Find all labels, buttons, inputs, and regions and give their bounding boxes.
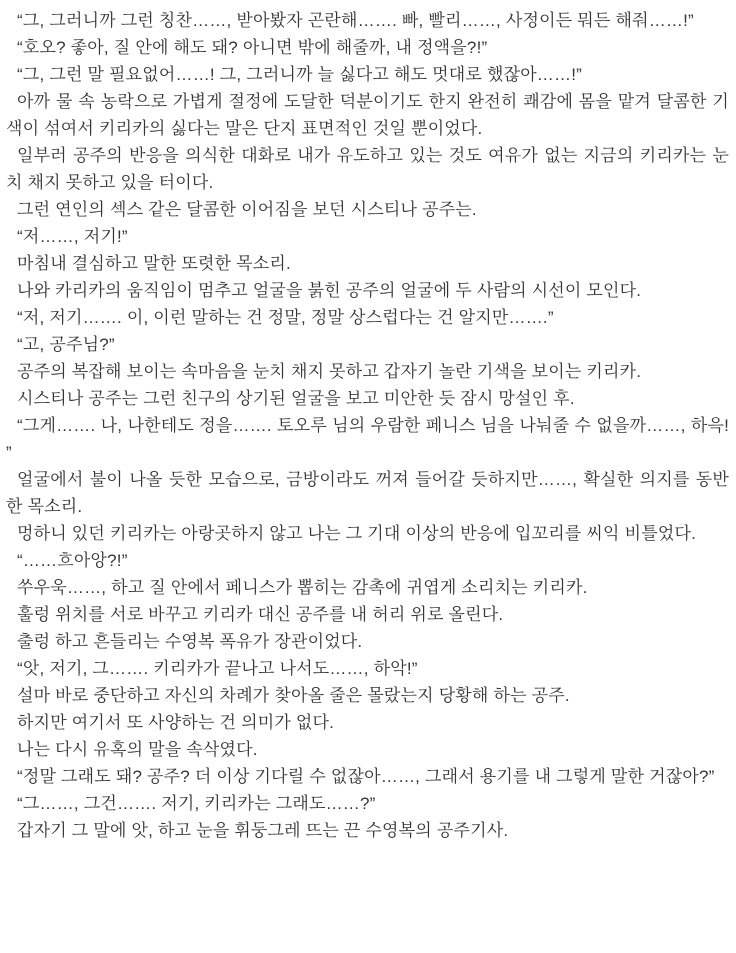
paragraph: 그런 연인의 섹스 같은 달콤한 이어짐을 보던 시스티나 공주는. bbox=[17, 200, 477, 219]
paragraph: 나와 카리카의 움직임이 멈추고 얼굴을 붉힌 공주의 얼굴에 두 사람의 시선이 모인다. bbox=[17, 281, 642, 300]
paragraph: 멍하니 있던 키리카는 아랑곳하지 않고 나는 그 기대 이상의 반응에 입꼬리를 씨익 비틀었다. bbox=[17, 524, 697, 543]
paragraph: 갑자기 그 말에 앗, 하고 눈을 휘둥그레 뜨는 끈 수영복의 공주기사. bbox=[17, 821, 509, 840]
paragraph: “……흐아앙?!” bbox=[17, 551, 128, 570]
paragraph: 훌렁 위치를 서로 바꾸고 키리카 대신 공주를 내 허리 위로 올린다. bbox=[17, 605, 504, 624]
paragraph: “고, 공주님?” bbox=[17, 335, 115, 354]
paragraph: “호오? 좋아, 질 안에 해도 돼? 아니면 밖에 해줄까, 내 정액을?!” bbox=[17, 38, 488, 57]
paragraph: “그……, 그건……. 저기, 키리카는 그래도……?” bbox=[17, 794, 376, 813]
paragraph: “저, 저기……. 이, 이런 말하는 건 정말, 정말 상스럽다는 건 알지만…….” bbox=[17, 308, 554, 327]
paragraph: 얼굴에서 불이 나올 듯한 모습으로, 금방이라도 꺼져 들어갈 듯하지만……, 확실한 의지를 동반한 목소리. bbox=[6, 470, 729, 516]
paragraph: 출렁 하고 흔들리는 수영복 폭유가 장관이었다. bbox=[17, 632, 363, 651]
paragraph: “그, 그런 말 필요없어……! 그, 그러니까 늘 싫다고 해도 멋대로 했잖아……!” bbox=[17, 65, 582, 84]
paragraph: 나는 다시 유혹의 말을 속삭였다. bbox=[17, 740, 258, 759]
paragraph: 공주의 복잡해 보이는 속마음을 눈치 채지 못하고 갑자기 놀란 기색을 보이는 키리카. bbox=[17, 362, 642, 381]
paragraph: 아까 물 속 농락으로 가볍게 절정에 도달한 덕분이기도 한지 완전히 쾌감에 몸을 맡겨 달콤한 기색이 섞여서 키리카의 싫다는 말은 단지 표면적인 것일 뿐이었다. bbox=[6, 92, 729, 138]
paragraph: 설마 바로 중단하고 자신의 차례가 찾아올 줄은 몰랐는지 당황해 하는 공주. bbox=[17, 686, 570, 705]
paragraph: “그게……. 나, 나한테도 정을……. 토오루 님의 우람한 페니스 님을 나눠줄 수 없을까……, 하윽!” bbox=[6, 416, 729, 462]
paragraph: 일부러 공주의 반응을 의식한 대화로 내가 유도하고 있는 것도 여유가 없는 지금의 키리카는 눈치 채지 못하고 있을 터이다. bbox=[6, 146, 729, 192]
paragraph: “정말 그래도 돼? 공주? 더 이상 기다릴 수 없잖아……, 그래서 용기를 내 그렇게 말한 거잖아?” bbox=[17, 767, 715, 786]
paragraph: “저……, 저기!” bbox=[17, 227, 128, 246]
paragraph: 시스티나 공주는 그런 친구의 상기된 얼굴을 보고 미안한 듯 잠시 망설인 후. bbox=[17, 389, 575, 408]
paragraph: 하지만 여기서 또 사양하는 건 의미가 없다. bbox=[17, 713, 335, 732]
paragraph: “그, 그러니까 그런 칭찬……, 받아봤자 곤란해……. 빠, 빨리……, 사정이든 뭐든 해줘……!” bbox=[17, 11, 694, 30]
paragraph: 마침내 결심하고 말한 또렷한 목소리. bbox=[17, 254, 291, 273]
paragraph: “앗, 저기, 그……. 키리카가 끝나고 나서도……, 하악!” bbox=[17, 659, 418, 678]
paragraph: 쑤우욱……, 하고 질 안에서 페니스가 뽑히는 감촉에 귀엽게 소리치는 키리카. bbox=[17, 578, 588, 597]
